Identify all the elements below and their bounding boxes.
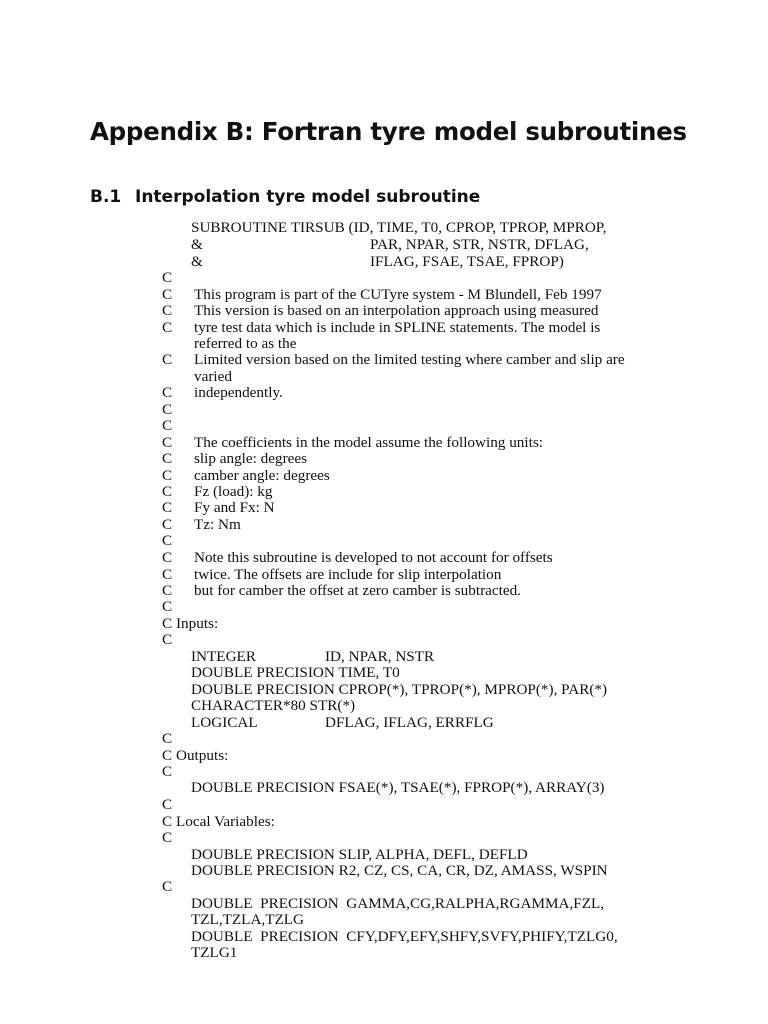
code-line [0,598,768,615]
code-line [0,253,768,270]
code-line [0,730,768,747]
code-text: Limited version based on the limited testing where camber and slip are [194,351,625,368]
comment-marker: C [162,582,173,599]
code-line [0,944,768,961]
code-line [0,615,768,632]
code-declaration-list: ID, NPAR, NSTR [325,648,435,665]
comment-marker: C [162,269,173,286]
code-line [0,681,768,698]
comment-marker: C [162,286,173,303]
comment-marker: C [162,351,173,368]
code-text: Note this subroutine is developed to not account for offsets [194,549,553,566]
comment-marker: C [162,598,173,615]
code-text: This version is based on an interpolation approach using measured [194,302,599,319]
code-line [0,401,768,418]
code-text: Local Variables: [176,813,275,830]
code-text: Outputs: [176,747,229,764]
comment-marker: C [162,829,173,846]
code-text: Fz (load): kg [194,483,273,500]
code-line [0,631,768,648]
code-line [0,499,768,516]
section-title: Interpolation tyre model subroutine [135,187,481,207]
code-text: referred to as the [194,335,297,352]
comment-marker: C [162,384,173,401]
comment-marker: C [162,319,173,336]
code-continuation: PAR, NPAR, STR, NSTR, DFLAG, [370,236,589,253]
code-line [0,269,768,286]
code-text: Fy and Fx: N [194,499,275,516]
comment-marker: C [162,434,173,451]
comment-marker: C [162,401,173,418]
code-continuation: IFLAG, FSAE, TSAE, FPROP) [370,253,564,270]
code-line [0,483,768,500]
code-declaration-list: DFLAG, IFLAG, ERRFLG [325,714,494,731]
comment-marker: C [162,763,173,780]
section-number: B.1 [90,187,122,207]
section-heading [90,187,480,207]
comment-marker: C [162,631,173,648]
code-text: DOUBLE PRECISION FSAE(*), TSAE(*), FPROP(*), ARRAY(3) [191,779,605,796]
code-text: LOGICAL [191,714,258,731]
code-line [0,319,768,336]
code-text: CHARACTER*80 STR(*) [191,697,356,714]
code-text: This program is part of the CUTyre system - M Blundell, Feb 1997 [194,286,602,303]
comment-marker: C [162,549,173,566]
code-text: INTEGER [191,648,256,665]
comment-marker: C [162,417,173,434]
code-text: twice. The offsets are include for slip interpolation [194,566,502,583]
code-line [0,236,768,253]
code-line [0,302,768,319]
code-line [0,895,768,912]
code-text: The coefficients in the model assume the following units: [194,434,543,451]
code-line [0,368,768,385]
comment-marker: C [162,813,173,830]
code-line [0,878,768,895]
code-line [0,516,768,533]
code-line [0,335,768,352]
code-line [0,384,768,401]
chapter-title: Appendix B: Fortran tyre model subroutines [90,117,687,146]
code-text: Inputs: [176,615,219,632]
code-line [0,450,768,467]
comment-marker: C [162,499,173,516]
comment-marker: C [162,615,173,632]
code-line [0,566,768,583]
code-line [0,648,768,665]
code-line [0,747,768,764]
code-text: independently. [194,384,283,401]
code-line [0,286,768,303]
comment-marker: C [162,730,173,747]
code-line [0,351,768,368]
code-text: DOUBLE PRECISION SLIP, ALPHA, DEFL, DEFLD [191,846,528,863]
code-line [0,417,768,434]
code-line [0,846,768,863]
code-line [0,714,768,731]
code-line [0,911,768,928]
code-text: SUBROUTINE TIRSUB (ID, TIME, T0, CPROP, TPROP, MPROP, [191,219,607,236]
code-line [0,549,768,566]
code-line [0,532,768,549]
code-text: DOUBLE PRECISION CFY,DFY,EFY,SHFY,SVFY,PHIFY,TZLG0, [191,928,618,945]
code-text: camber angle: degrees [194,467,330,484]
code-line [0,697,768,714]
code-line [0,928,768,945]
comment-marker: C [162,302,173,319]
code-text: DOUBLE PRECISION R2, CZ, CS, CA, CR, DZ, AMASS, WSPIN [191,862,608,879]
code-line [0,582,768,599]
comment-marker: C [162,566,173,583]
code-line [0,829,768,846]
code-line [0,813,768,830]
code-text: & [191,236,203,253]
comment-marker: C [162,796,173,813]
code-text: slip angle: degrees [194,450,308,467]
comment-marker: C [162,516,173,533]
code-text: & [191,253,203,270]
code-line [0,763,768,780]
code-line [0,219,768,236]
comment-marker: C [162,450,173,467]
comment-marker: C [162,878,173,895]
code-text: TZLG1 [191,944,238,961]
code-text: TZL,TZLA,TZLG [191,911,305,928]
code-text: Tz: Nm [194,516,241,533]
code-line [0,862,768,879]
comment-marker: C [162,467,173,484]
code-text: but for camber the offset at zero camber is subtracted. [194,582,521,599]
comment-marker: C [162,532,173,549]
code-text: varied [194,368,232,385]
comment-marker: C [162,747,173,764]
code-line [0,779,768,796]
comment-marker: C [162,483,173,500]
code-text: DOUBLE PRECISION CPROP(*), TPROP(*), MPROP(*), PAR(*) [191,681,608,698]
code-line [0,664,768,681]
code-text: DOUBLE PRECISION TIME, T0 [191,664,400,681]
code-line [0,434,768,451]
code-line [0,467,768,484]
code-text: tyre test data which is include in SPLINE statements. The model is [194,319,601,336]
code-text: DOUBLE PRECISION GAMMA,CG,RALPHA,RGAMMA,FZL, [191,895,605,912]
code-line [0,796,768,813]
